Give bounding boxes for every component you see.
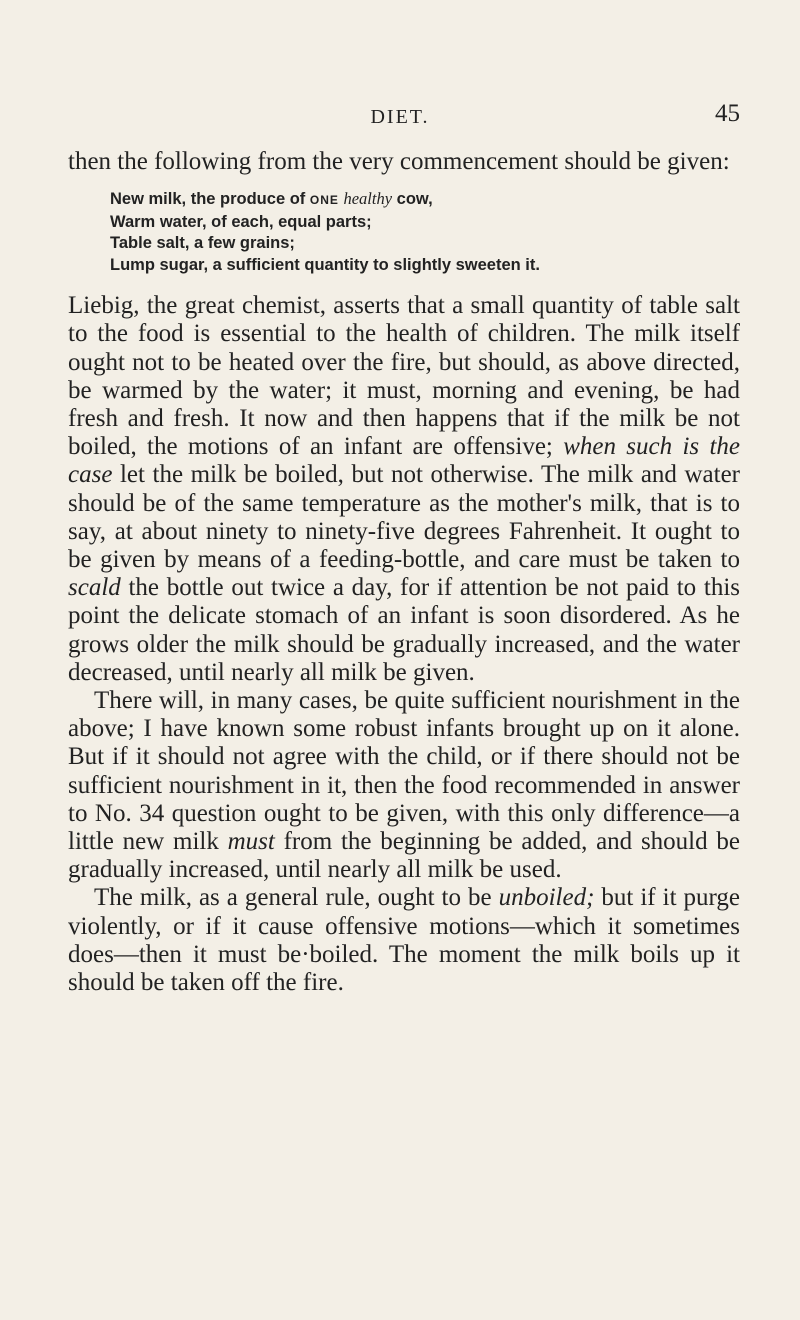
recipe-line: New milk, the produce of ONE healthy cow, [110, 189, 433, 209]
recipe-list [110, 188, 740, 276]
recipe-line: Table salt, a few grains; [110, 234, 295, 253]
running-title: DIET. [370, 106, 430, 128]
recipe-line: Lump sugar, a sufficient quantity to slightly sweeten it. [110, 255, 540, 274]
page-number: 45 [715, 100, 740, 127]
page-body [68, 148, 740, 997]
paragraph-nourishment: There will, in many cases, be quite sufficient nourishment in the above; I have known some robust infants brought up on it alone. But if it should not agree with the child, or if there should not be sufficient nourishment in it, then the food recommended in answer to No. 34 question ought to be given, with this only difference—a little new milk must from the beginning be added, and should be gradually increased, until nearly all milk be used. [68, 687, 740, 884]
paragraph-liebig: Liebig, the great chemist, asserts that a small quantity of table salt to the food is essential to the health of children. The milk itself ought not to be heated over the fire, but should, as above directed, be warmed by the water; it must, morning and evening, be had fresh and fresh. It now and then happens that if the milk be not boiled, the motions of an infant are offensive; when such is the case let the milk be boiled, but not otherwise. The milk and water should be of the same temperature as the mother's milk, that is to say, at about ninety to ninety-five degrees Fahrenheit. It ought to be given by means of a feeding-bottle, and care must be taken to scald the bottle out twice a day, for if attention be not paid to this point the delicate stomach of an infant is soon disordered. As he grows older the milk should be gradually increased, and the water decreased, until nearly all milk be given. [68, 292, 740, 686]
recipe-line: Warm water, of each, equal parts; [110, 212, 372, 231]
running-head [0, 100, 800, 136]
intro-paragraph: then the following from the very commencement should be given: [68, 148, 730, 175]
paragraph-unboiled: The milk, as a general rule, ought to be unboiled; but if it purge violently, or if it cause offensive motions—which it sometimes does—then it must be·boiled. The moment the milk boils up it should be taken off the fire. [68, 884, 740, 997]
